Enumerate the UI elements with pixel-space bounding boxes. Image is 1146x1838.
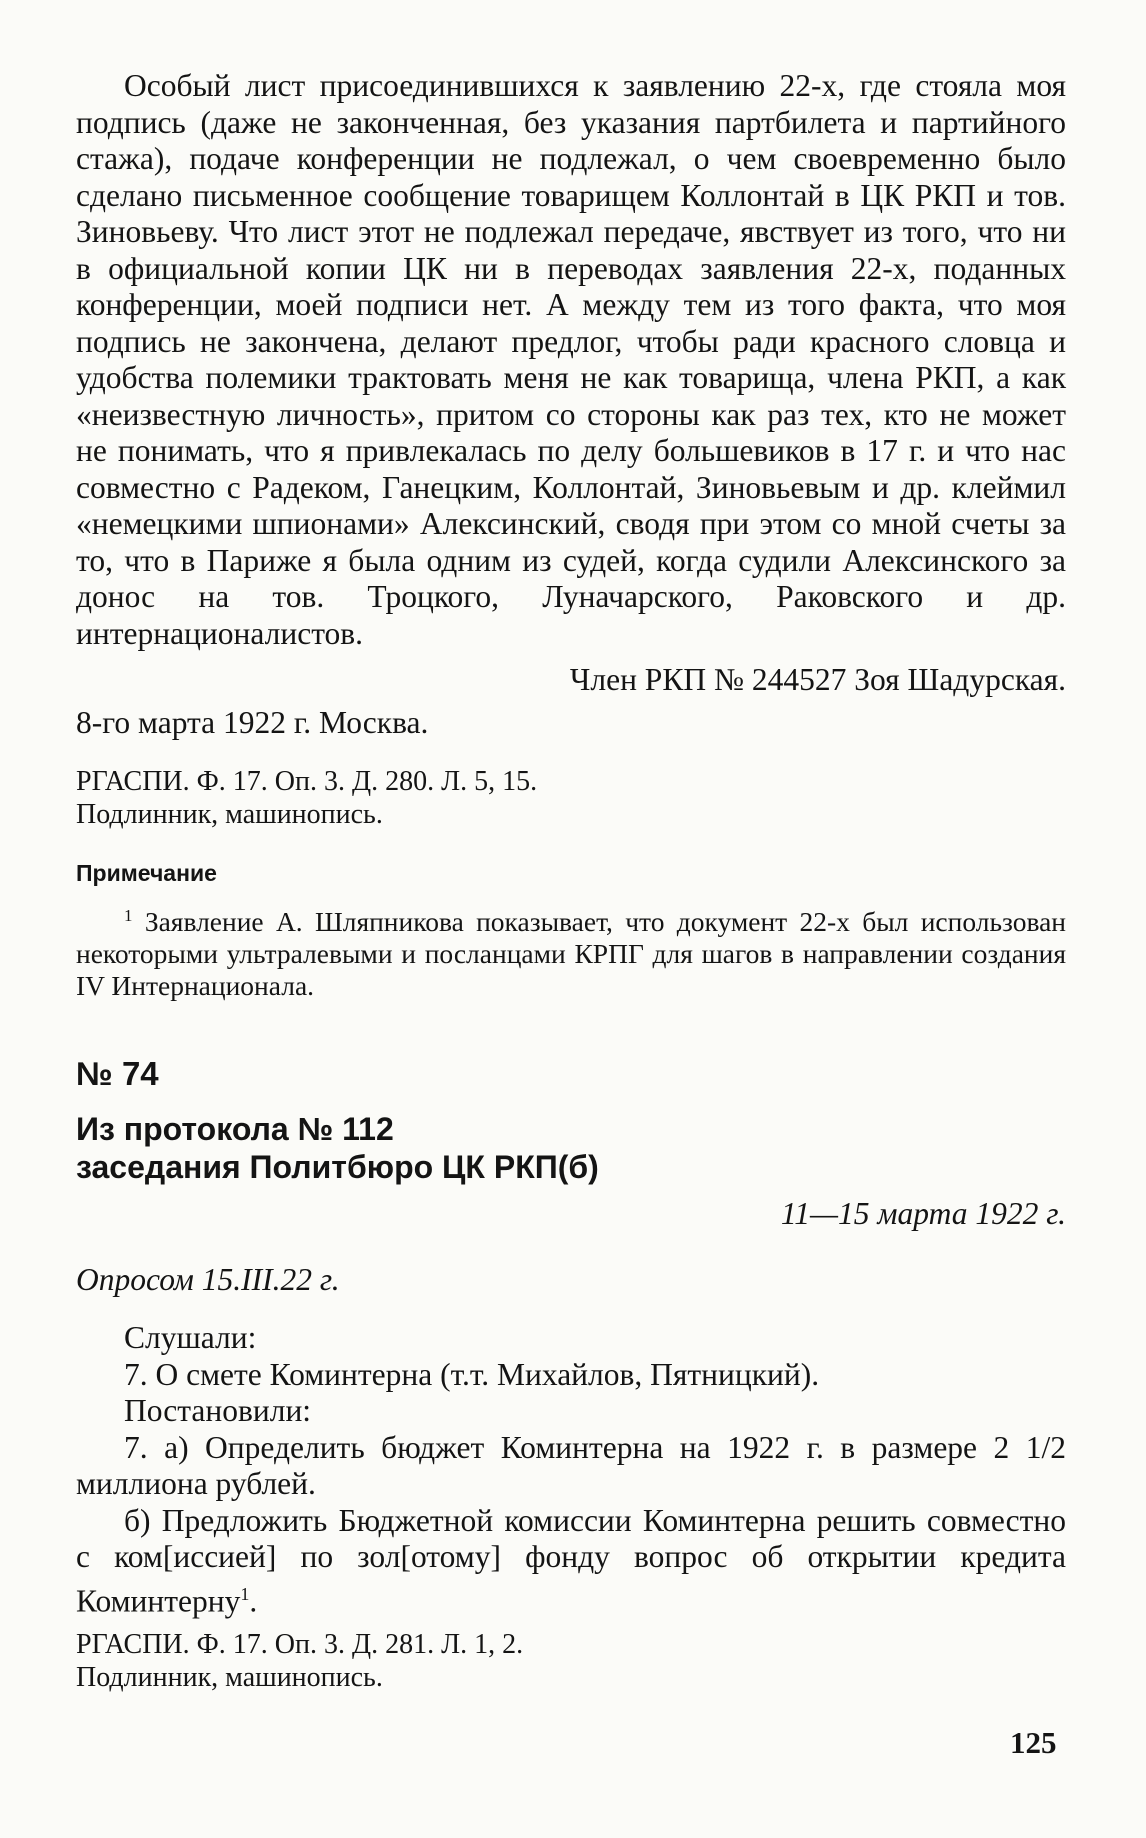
signature: Член РКП № 244527 Зоя Шадурская. [569, 662, 1066, 697]
heard-item: 7. О смете Коминтерна (т.т. Михайлов, Пятницкий). [124, 1356, 820, 1392]
archive-citation: РГАСПИ. Ф. 17. Оп. 3. Д. 280. Л. 5, 15. [76, 766, 538, 797]
letter-date: 8-го марта 1922 г. Москва. [76, 705, 429, 740]
letter-paragraph: Особый лист присоединившихся к заявлению 22-х, где стояла моя подпись (даже не законченная, без указания партбилета и партийного стажа), подаче конференции не подлежал, о чем своевременно было сделано письменное сообщение товарищем Коллонтай в ЦК РКП и тов. Зиновьеву. Что лист этот не подлежал передаче, явствует из того, что ни в официальной копии ЦК ни в переводах заявления 22-х, поданных конференции, моей подписи нет. А между тем из того факта, что моя подпись не закончена, делают предлог, чтобы ради красного словца и удобства полемики трактовать меня не как товарища, члена РКП, а как «неизвестную личность», притом со стороны как раз тех, кто не может не понимать, что я привлекалась по делу большевиков в 17 г. и что нас совместно с Радеком, Ганецким, Коллонтай, Зиновьевым и др. клеймил «немецкими шпионами» Алексинский, сводя при этом со мной счеты за то, что в Париже я была одним из судей, когда судили Алексинского за донос на тов. Троцкого, Луначарского, Раковского и др. интернационалистов. [76, 68, 1066, 651]
document-number: № 74 [76, 1055, 159, 1092]
title-line-2: заседания Политбюро ЦК РКП(б) [76, 1149, 599, 1185]
footnote-body: Заявление А. Шляпникова показывает, что документ 22-х был использован некоторыми ультралевыми и посланцами КРПГ для шагов в направлении создания IV Интернационала. [76, 906, 1067, 1002]
archive-reference-2 [76, 1628, 1066, 1694]
footnote-text [76, 900, 1066, 1002]
protocol-body [76, 1320, 1066, 1620]
footnote [76, 900, 1066, 1002]
heard-label: Слушали: [124, 1320, 257, 1355]
resolution-b-text: б) Предложить Бюджетной комиссии Коминтерна решить совместно с ком[иссией] по зол[отому] фонду вопрос об открытии кредита Коминтерну [76, 1502, 1066, 1618]
page-number: 125 [1010, 1725, 1057, 1760]
resolution-a: 7. а) Определить бюджет Коминтерна на 1922 г. в размере 2 1/2 миллиона рублей. [76, 1429, 1066, 1501]
archive-reference [76, 765, 1066, 831]
resolution-b [76, 1503, 1066, 1620]
archive-citation-2: РГАСПИ. Ф. 17. Оп. 3. Д. 281. Л. 1, 2. [76, 1629, 524, 1660]
document-title [76, 1110, 1066, 1186]
resolved-label: Постановили: [124, 1393, 312, 1428]
archive-copy-type: Подлинник, машинопись. [76, 799, 383, 830]
letter-body [76, 68, 1066, 652]
poll-date: Опросом 15.III.22 г. [76, 1262, 340, 1297]
note-heading: Примечание [76, 860, 217, 886]
document-date: 11—15 марта 1922 г. [780, 1196, 1066, 1231]
archive-copy-type-2: Подлинник, машинопись. [76, 1662, 383, 1693]
footnote-mark: 1 [124, 906, 133, 925]
title-line-1: Из протокола № 112 [76, 1111, 394, 1147]
resolution-b-mark: 1 [240, 1583, 250, 1604]
resolution-b-end: . [249, 1583, 258, 1618]
